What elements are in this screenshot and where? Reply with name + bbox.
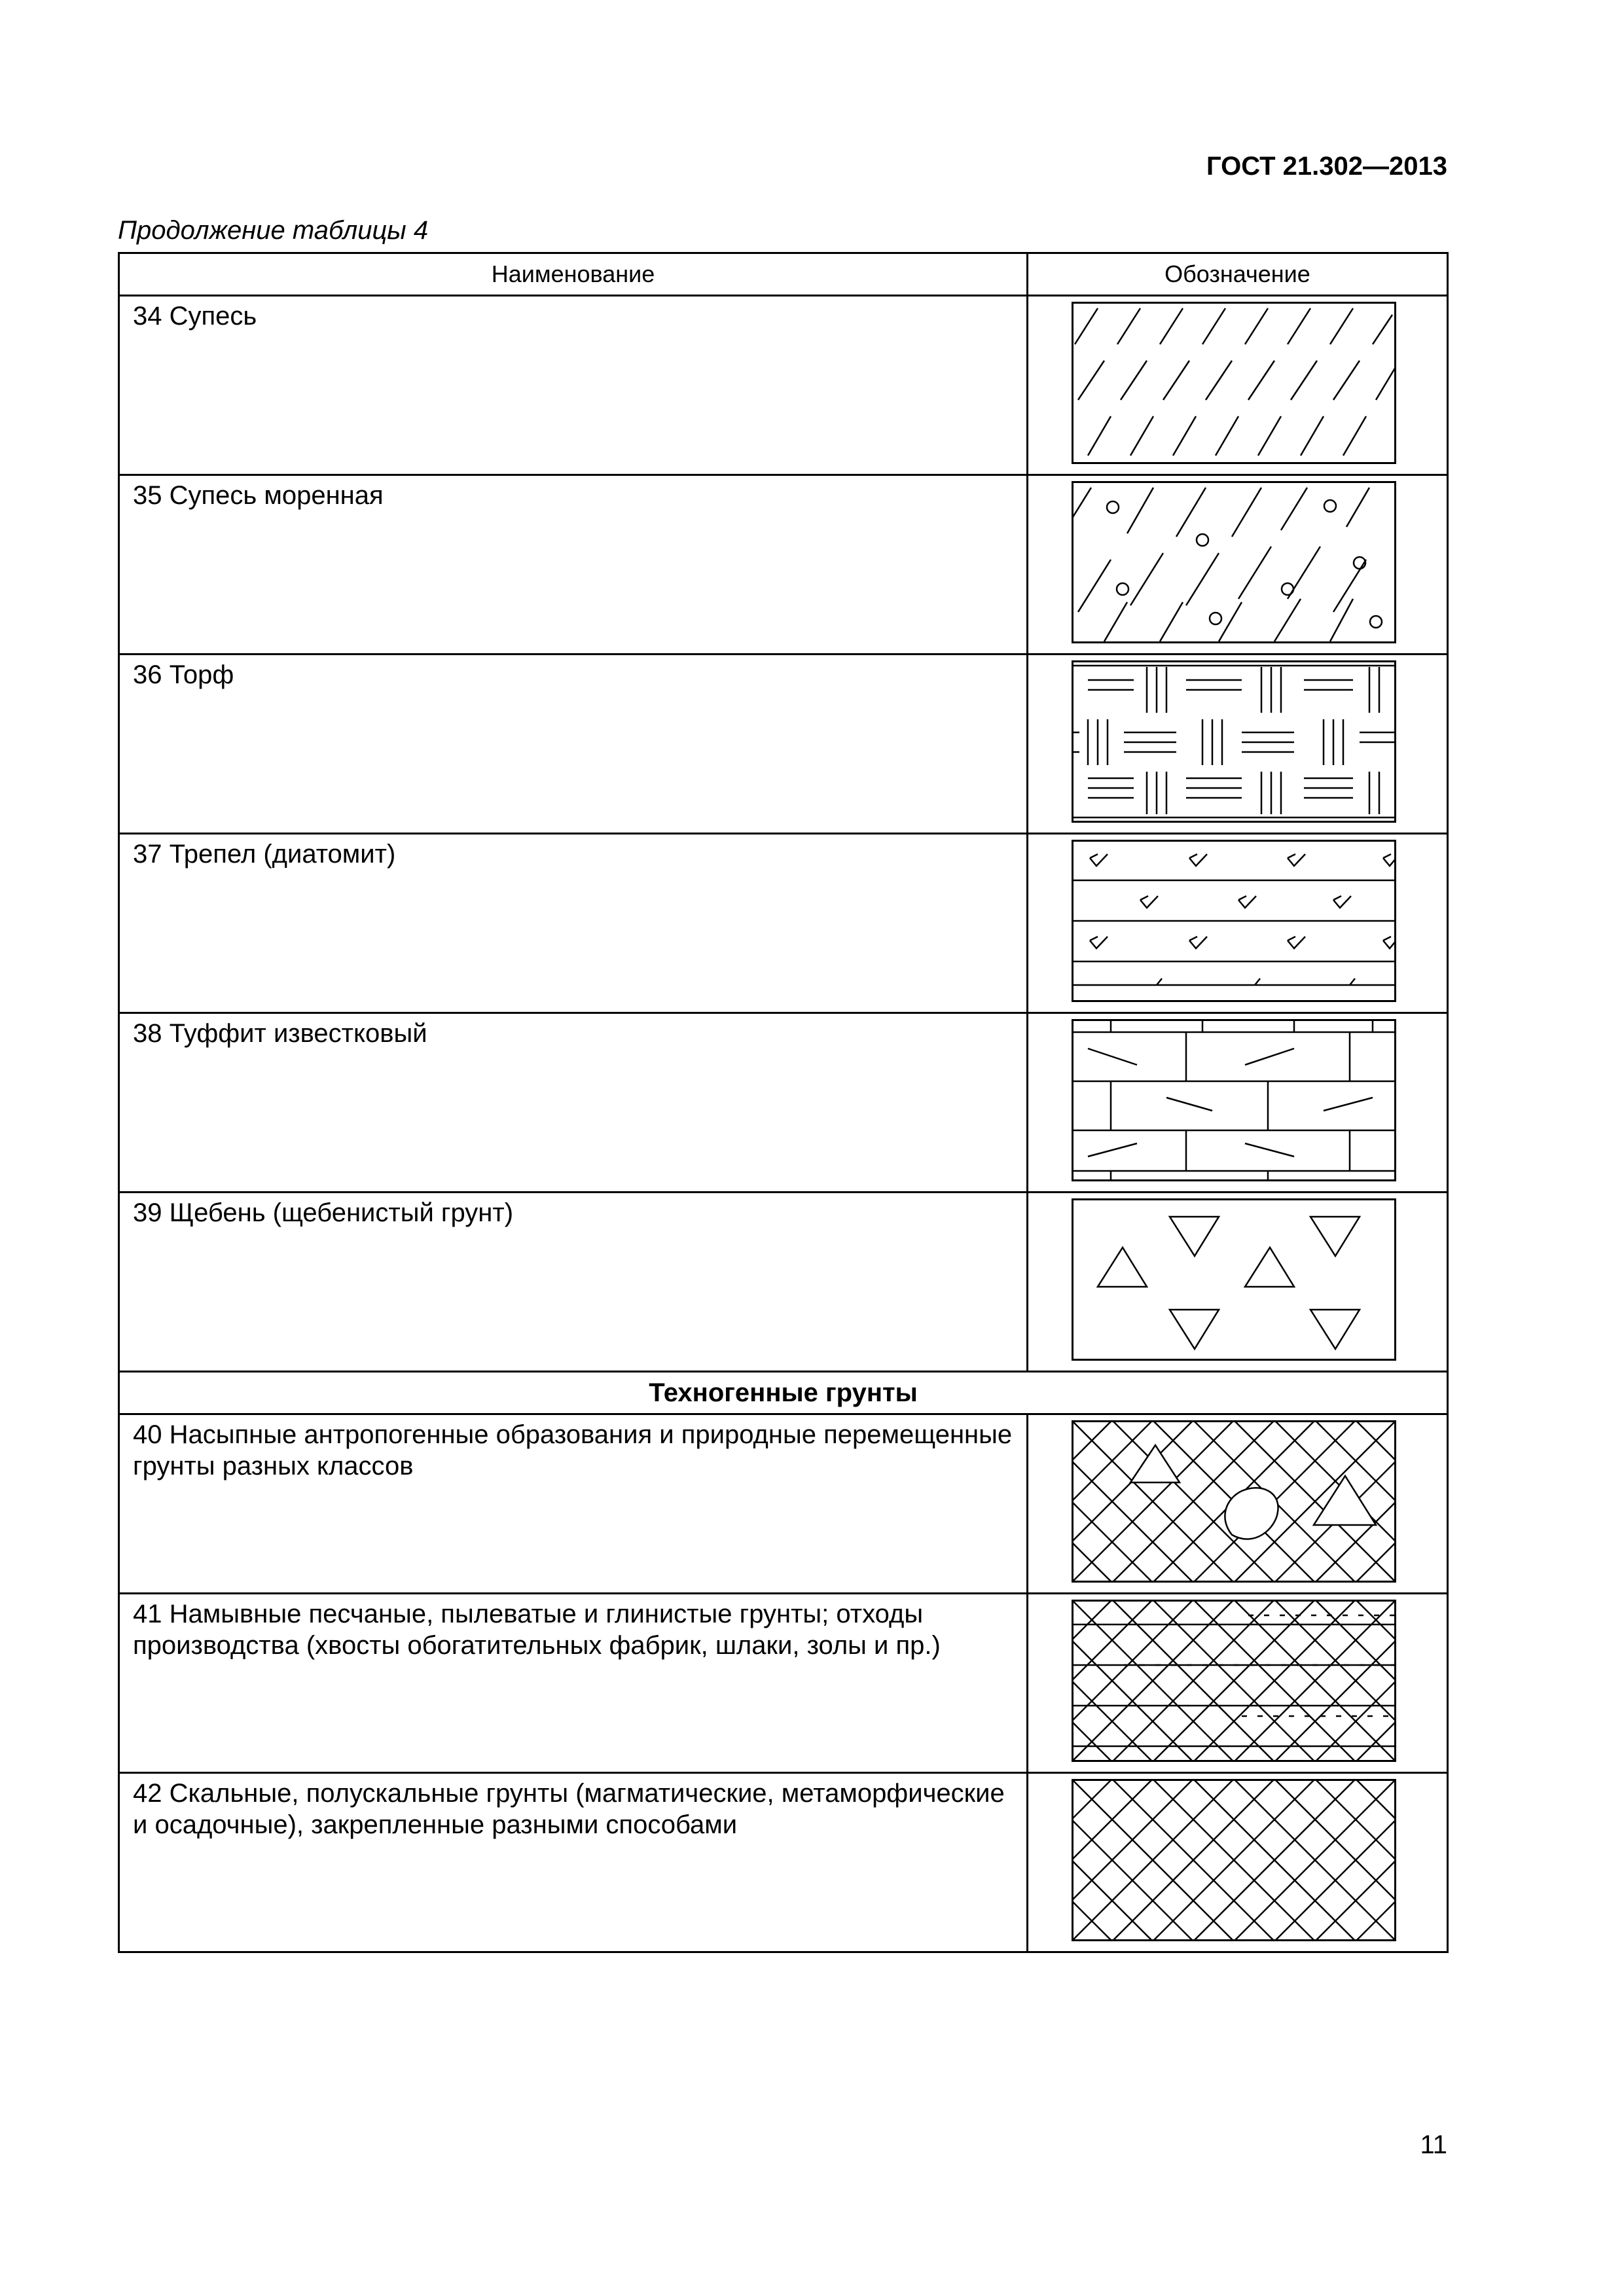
column-header-symbol: Обозначение <box>1028 253 1448 296</box>
table-row <box>119 655 1448 834</box>
table-row <box>119 1773 1448 1952</box>
table-caption: Продолжение таблицы 4 <box>118 216 429 245</box>
peat-pattern <box>1072 660 1396 823</box>
table-header-row <box>119 253 1448 296</box>
table-row <box>119 1594 1448 1773</box>
row-symbol <box>1028 655 1448 834</box>
alluvial-fill-soils-pattern <box>1072 1600 1396 1762</box>
row-symbol <box>1028 296 1448 475</box>
row-name: 41 Намывные песчаные, пылеватые и глинистые грунты; отходы производства (хвосты обогатительных фабрик, шлаки, золы и пр.) <box>119 1594 1028 1773</box>
column-header-name: Наименование <box>119 253 1028 296</box>
section-title: Техногенные грунты <box>119 1372 1448 1414</box>
moraine-sandy-loam-pattern <box>1072 481 1396 643</box>
row-name: 39 Щебень (щебенистый грунт) <box>119 1193 1028 1372</box>
section-header-row <box>119 1372 1448 1414</box>
tripoli-pattern <box>1072 840 1396 1002</box>
table-row <box>119 475 1448 655</box>
row-symbol <box>1028 1013 1448 1193</box>
row-name: 34 Супесь <box>119 296 1028 475</box>
calcareous-tuffite-pattern <box>1072 1019 1396 1181</box>
table-row <box>119 1013 1448 1193</box>
soil-symbols-table <box>118 252 1449 1953</box>
sandy-loam-pattern <box>1072 302 1396 464</box>
row-name: 35 Супесь моренная <box>119 475 1028 655</box>
row-name: 40 Насыпные антропогенные образования и природные перемещенные грунты разных классов <box>119 1414 1028 1594</box>
table-row <box>119 1414 1448 1594</box>
row-symbol <box>1028 834 1448 1013</box>
row-name: 42 Скальные, полускальные грунты (магматические, метаморфические и осадочные), закрепленные разными способами <box>119 1773 1028 1952</box>
page-number: 11 <box>1420 2130 1447 2159</box>
row-symbol <box>1028 475 1448 655</box>
row-symbol <box>1028 1414 1448 1594</box>
row-name: 36 Торф <box>119 655 1028 834</box>
row-name: 38 Туффит известковый <box>119 1013 1028 1193</box>
table-row <box>119 834 1448 1013</box>
table-row <box>119 296 1448 475</box>
crushed-stone-pattern <box>1072 1198 1396 1361</box>
row-name: 37 Трепел (диатомит) <box>119 834 1028 1013</box>
fill-soils-pattern <box>1072 1420 1396 1583</box>
row-symbol <box>1028 1773 1448 1952</box>
standard-number: ГОСТ 21.302—2013 <box>1206 152 1447 181</box>
table-row <box>119 1193 1448 1372</box>
row-symbol <box>1028 1193 1448 1372</box>
row-symbol <box>1028 1594 1448 1773</box>
fixed-rock-soils-pattern <box>1072 1779 1396 1941</box>
